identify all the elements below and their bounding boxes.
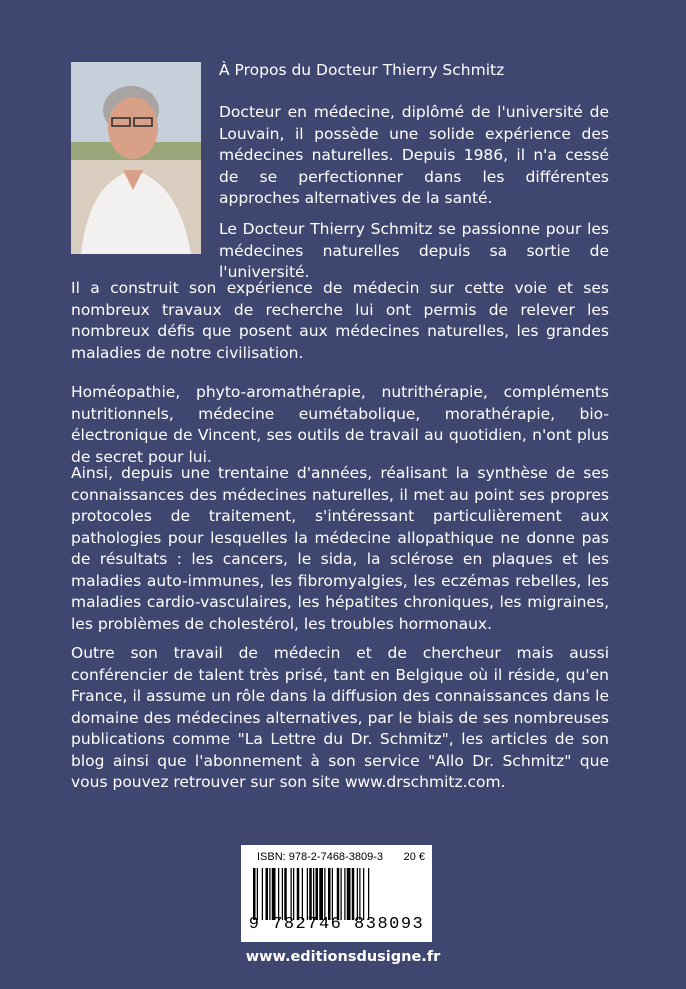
paragraph-experience: Il a construit son expérience de médecin sur cette voie et ses nombreux travaux de recherche lui ont permis de relever les nombreux défis que posent aux médecines naturelles, les grandes maladies de notre civilisation. bbox=[71, 279, 609, 362]
barcode-bars bbox=[249, 868, 427, 920]
barcode-bar bbox=[278, 868, 279, 920]
barcode-bar bbox=[344, 868, 345, 920]
barcode-bar bbox=[309, 868, 312, 920]
barcode-bar bbox=[352, 868, 355, 920]
barcode-bar bbox=[328, 868, 331, 920]
paragraph-publications: Outre son travail de médecin et de chercheur mais aussi conférencier de talent très prisé, tant en Belgique où il réside, qu'en France, il assume un rôle dans la diffusion des connaissances dans le domaine des médecines alternatives, par le biais de ses nombreuses publications comme "La Lettre du Dr. Schmitz", les articles de son blog ainsi que l'abonnement à son service "Allo Dr. Schmitz" que vous pouvez retrouver sur son site www.drschmitz.com. bbox=[71, 644, 609, 791]
barcode-bar bbox=[257, 868, 258, 920]
isbn-label: ISBN: 978-2-7468-3809-3 bbox=[257, 851, 383, 863]
author-photo bbox=[71, 62, 201, 254]
barcode-bar bbox=[266, 868, 269, 920]
barcode-bar bbox=[319, 868, 323, 920]
barcode-bar bbox=[359, 868, 360, 920]
barcode-bar bbox=[293, 868, 294, 920]
barcode-bar bbox=[253, 868, 256, 920]
barcode-bar bbox=[357, 868, 358, 920]
barcode-bar bbox=[347, 868, 351, 920]
barcode-bar bbox=[307, 868, 308, 920]
barcode-bar bbox=[324, 868, 325, 920]
price-label: 20 € bbox=[403, 851, 425, 863]
paragraph-passion: Le Docteur Thierry Schmitz se passionne pour les médecines naturelles depuis sa sortie de l'université. bbox=[219, 220, 609, 281]
barcode-bar bbox=[272, 868, 276, 920]
barcode-bar bbox=[262, 868, 263, 920]
barcode-bar bbox=[368, 868, 369, 920]
barcode-bar bbox=[269, 868, 270, 920]
barcode-bar bbox=[332, 868, 333, 920]
publisher-website: www.editionsdusigne.fr bbox=[245, 949, 441, 965]
barcode-bar bbox=[282, 868, 283, 920]
barcode-bar bbox=[316, 868, 319, 920]
barcode-block bbox=[241, 845, 432, 942]
paragraph-protocols: Ainsi, depuis une trentaine d'années, réalisant la synthèse de ses connaissances des médecines naturelles, il met au point ses propres protocoles de traitement, s'intéressant particulièrement aux pathologies pour lesquelles la médecine allopathique ne donne pas de résultats : les cancers, le sida, la sclérose en plaques et les maladies auto-immunes, les fibromyalgies, les eczémas rebelles, les maladies cardio-vasculaires, les hépatites chroniques, les migraines, les problèmes de cholestérol, les troubles hormonaux. bbox=[71, 464, 609, 633]
isbn-line bbox=[257, 851, 425, 863]
barcode-bar bbox=[297, 868, 300, 920]
barcode-bar bbox=[313, 868, 314, 920]
paragraph-education: Docteur en médecine, diplômé de l'université de Louvain, il possède une solide expérience des médecines naturelles. Depuis 1986, il n'a cessé de se perfectionner dans les différentes approches alternatives de la santé. bbox=[219, 103, 609, 207]
barcode-bar bbox=[284, 868, 287, 920]
barcode-digits: 9 782746 838093 bbox=[248, 915, 425, 934]
about-title: À Propos du Docteur Thierry Schmitz bbox=[219, 61, 505, 79]
barcode-bar bbox=[302, 868, 303, 920]
barcode-bar bbox=[291, 868, 292, 920]
barcode-bar bbox=[363, 868, 364, 920]
barcode-bar bbox=[341, 868, 342, 920]
barcode-bar bbox=[337, 868, 340, 920]
paragraph-methods: Homéopathie, phyto-aromathérapie, nutrithérapie, compléments nutritionnels, médecine eumétabolique, morathérapie, bio-électronique de Vincent, ses outils de travail au quotidien, n'ont plus de secret pour lui. bbox=[71, 383, 609, 466]
